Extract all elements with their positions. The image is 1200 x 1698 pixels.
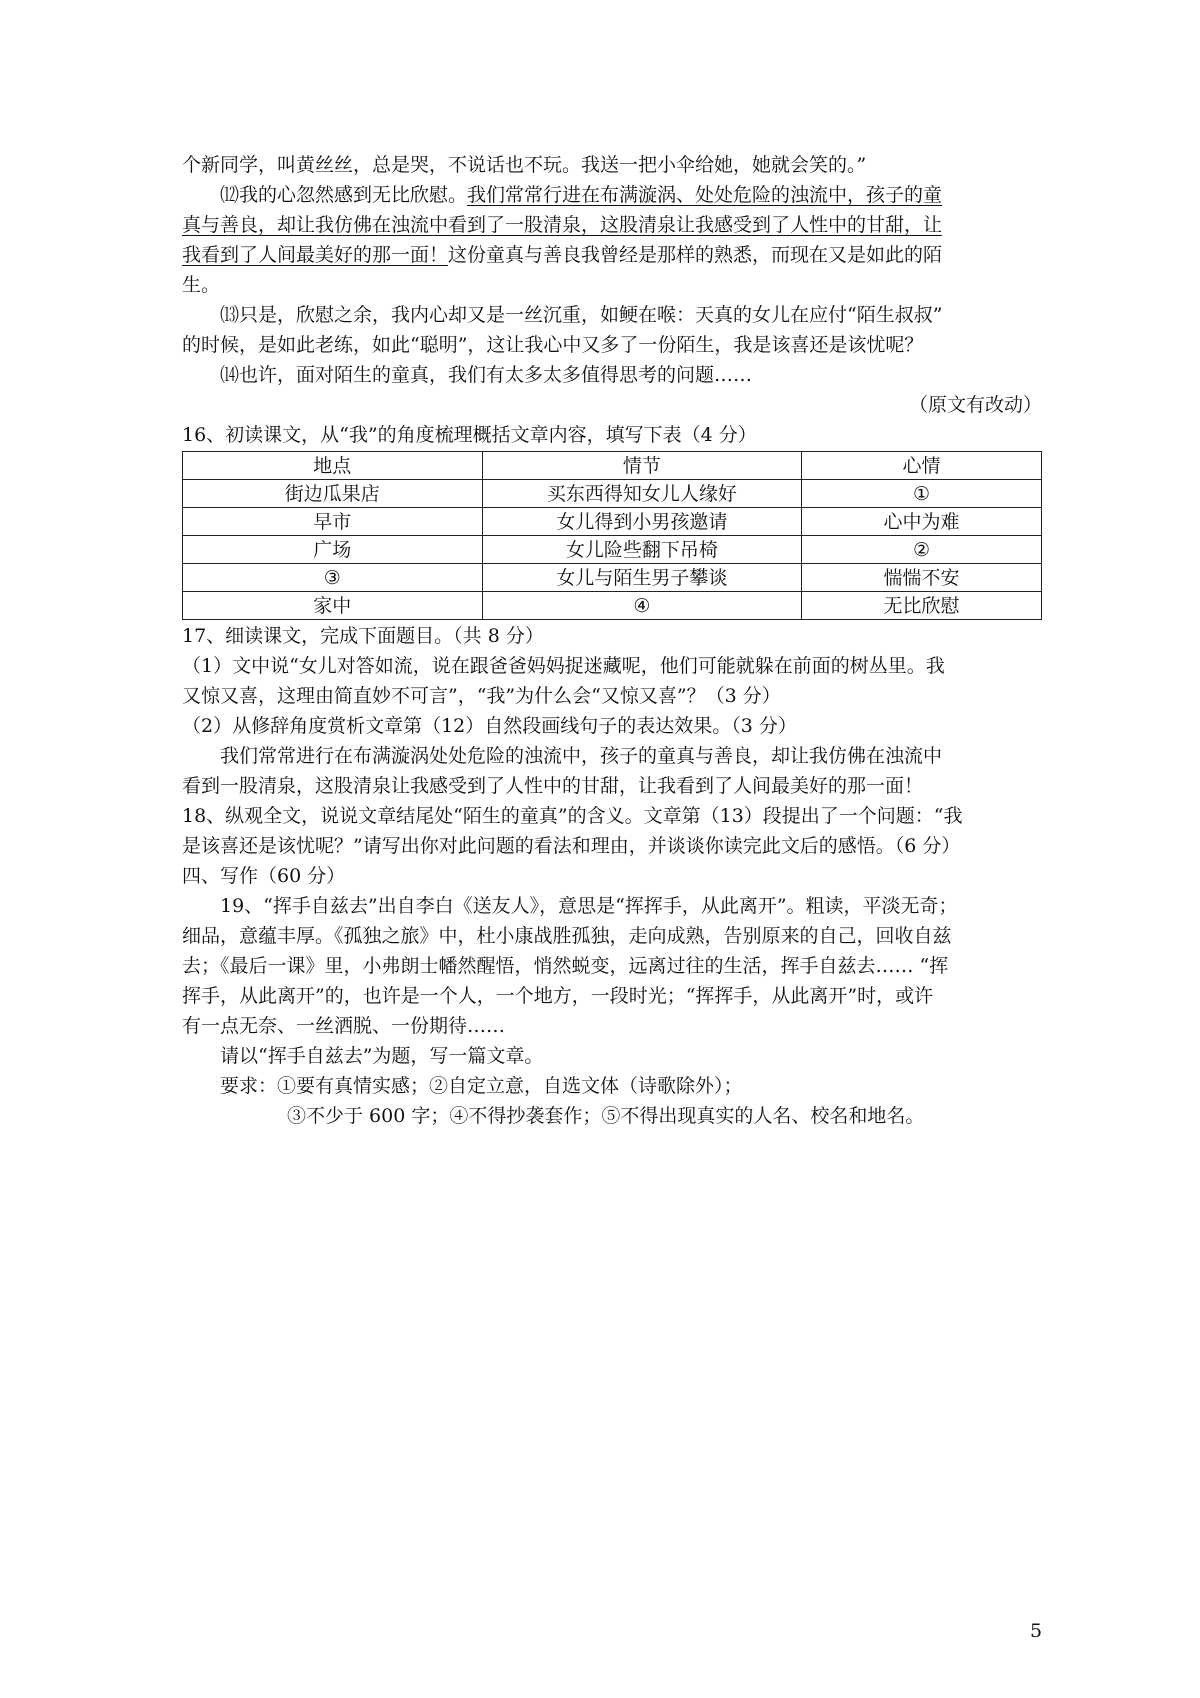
question-19-cont: 有一点无奈、一丝洒脱、一份期待…… (182, 1015, 506, 1037)
table-header-row (183, 452, 1042, 480)
passage-line: 个新同学，叫黄丝丝，总是哭，不说话也不玩。我送一把小伞给她，她就会笑的。” (182, 154, 867, 176)
paragraph-12 (182, 180, 1042, 300)
section-heading: 四、写作（60 分） (182, 865, 346, 887)
page-content (182, 150, 1042, 1131)
table-row (183, 592, 1042, 620)
question-18-cont: 是该喜还是该忧呢？”请写出你对此问题的看法和理由，并谈谈你读完此文后的感悟。（6 分） (182, 835, 961, 857)
table-row (183, 536, 1042, 564)
table-cell: ③ (183, 564, 483, 592)
quoted-sentence: 我们常常进行在布满漩涡处处危险的浊流中，孩子的童真与善良，却让我仿佛在浊流中 (220, 745, 943, 767)
table-header-cell: 地点 (183, 452, 483, 480)
question-17-1-cont: 又惊又喜，这理由简直妙不可言”，“我”为什么会“又惊又喜”？（3 分） (182, 685, 781, 707)
underlined-sentence: 我看到了人间最美好的那一面！ (182, 244, 449, 266)
table-cell: 女儿与陌生男子攀谈 (482, 564, 802, 592)
question-17-title: 17、细读课文，完成下面题目。（共 8 分） (182, 625, 544, 647)
table-header-cell: 情节 (482, 452, 802, 480)
question-17-1: （1）文中说“女儿对答如流，说在跟爸爸妈妈捉迷藏呢，他们可能就躲在前面的树丛里。我 (182, 655, 945, 677)
question-17-2: （2）从修辞角度赏析文章第（12）自然段画线句子的表达效果。（3 分） (182, 715, 797, 737)
table-header-cell: 心情 (802, 452, 1042, 480)
table-cell: 街边瓜果店 (183, 480, 483, 508)
question-19-cont: 去；《最后一课》里，小弗朗士幡然醒悟，悄然蜕变，远离过往的生活，挥手自兹去…… “挥 (182, 955, 949, 977)
table-cell: 女儿得到小男孩邀请 (482, 508, 802, 536)
table-cell: 家中 (183, 592, 483, 620)
question-19-cont: 挥手，从此离开”的，也许是一个人，一个地方，一段时光；“挥挥手，从此离开”时，或许 (182, 985, 934, 1007)
table-cell: 无比欣慰 (802, 592, 1042, 620)
table-cell: ② (802, 536, 1042, 564)
question-19-cont: 细品，意蕴丰厚。《孤独之旅》中，杜小康战胜孤独，走向成熟，告别原来的自己，回收自兹 (182, 925, 952, 947)
table-cell: 广场 (183, 536, 483, 564)
question-16-prompt: 16、初读课文，从“我”的角度梳理概括文章内容，填写下表（4 分） (182, 424, 757, 446)
paragraph-text: ⒀只是，欣慰之余，我内心却又是一丝沉重，如鲠在喉：天真的女儿在应付“陌生叔叔” (220, 304, 943, 326)
source-note: （原文有改动） (908, 394, 1042, 416)
writing-requirements: 要求：①要有真情实感；②自定立意，自选文体（诗歌除外）； (220, 1075, 743, 1097)
question-18: 18、纵观全文，说说文章结尾处“陌生的童真”的含义。文章第（13）段提出了一个问题：“我 (182, 805, 963, 827)
table-row (183, 564, 1042, 592)
summary-table (182, 451, 1042, 620)
paragraph-text: 我的心忽然感到无比欣慰。 (239, 184, 468, 206)
writing-requirements-cont: ③不少于 600 字；④不得抄袭套作；⑤不得出现真实的人名、校名和地名。 (287, 1105, 925, 1127)
table-cell: ① (802, 480, 1042, 508)
underlined-sentence: 真与善良，却让我仿佛在浊流中看到了一股清泉，这股清泉让我感受到了人性中的甘甜，让 (182, 214, 943, 236)
paragraph-13 (182, 300, 1042, 360)
table-row (183, 508, 1042, 536)
table-cell: 买东西得知女儿人缘好 (482, 480, 802, 508)
table-cell: 女儿险些翻下吊椅 (482, 536, 802, 564)
paragraph-text: 生。 (182, 274, 221, 296)
paragraph-14: ⒁也许，面对陌生的童真，我们有太多太多值得思考的问题…… (220, 364, 753, 386)
paragraph-number: ⑿ (220, 184, 240, 206)
table-cell: 惴惴不安 (802, 564, 1042, 592)
paragraph-text: 这份童真与善良我曾经是那样的熟悉，而现在又是如此的陌 (448, 244, 943, 266)
table-cell: ④ (482, 592, 802, 620)
table-row (183, 480, 1042, 508)
page-number: 5 (1030, 1620, 1043, 1642)
writing-task: 请以“挥手自兹去”为题，写一篇文章。 (220, 1045, 544, 1067)
table-cell: 早市 (183, 508, 483, 536)
underlined-sentence: 我们常常行进在布满漩涡、处处危险的浊流中，孩子的童 (467, 184, 943, 206)
table-cell: 心中为难 (802, 508, 1042, 536)
paragraph-text: 的时候，是如此老练，如此“聪明”，这让我心中又多了一份陌生，我是该喜还是该忧呢？ (182, 334, 924, 356)
quoted-sentence-cont: 看到一股清泉，这股清泉让我感受到了人性中的甘甜，让我看到了人间最美好的那一面！ (182, 775, 924, 797)
question-19: 19、“挥手自兹去”出自李白《送友人》，意思是“挥挥手，从此离开”。粗读，平淡无奇； (220, 895, 958, 917)
